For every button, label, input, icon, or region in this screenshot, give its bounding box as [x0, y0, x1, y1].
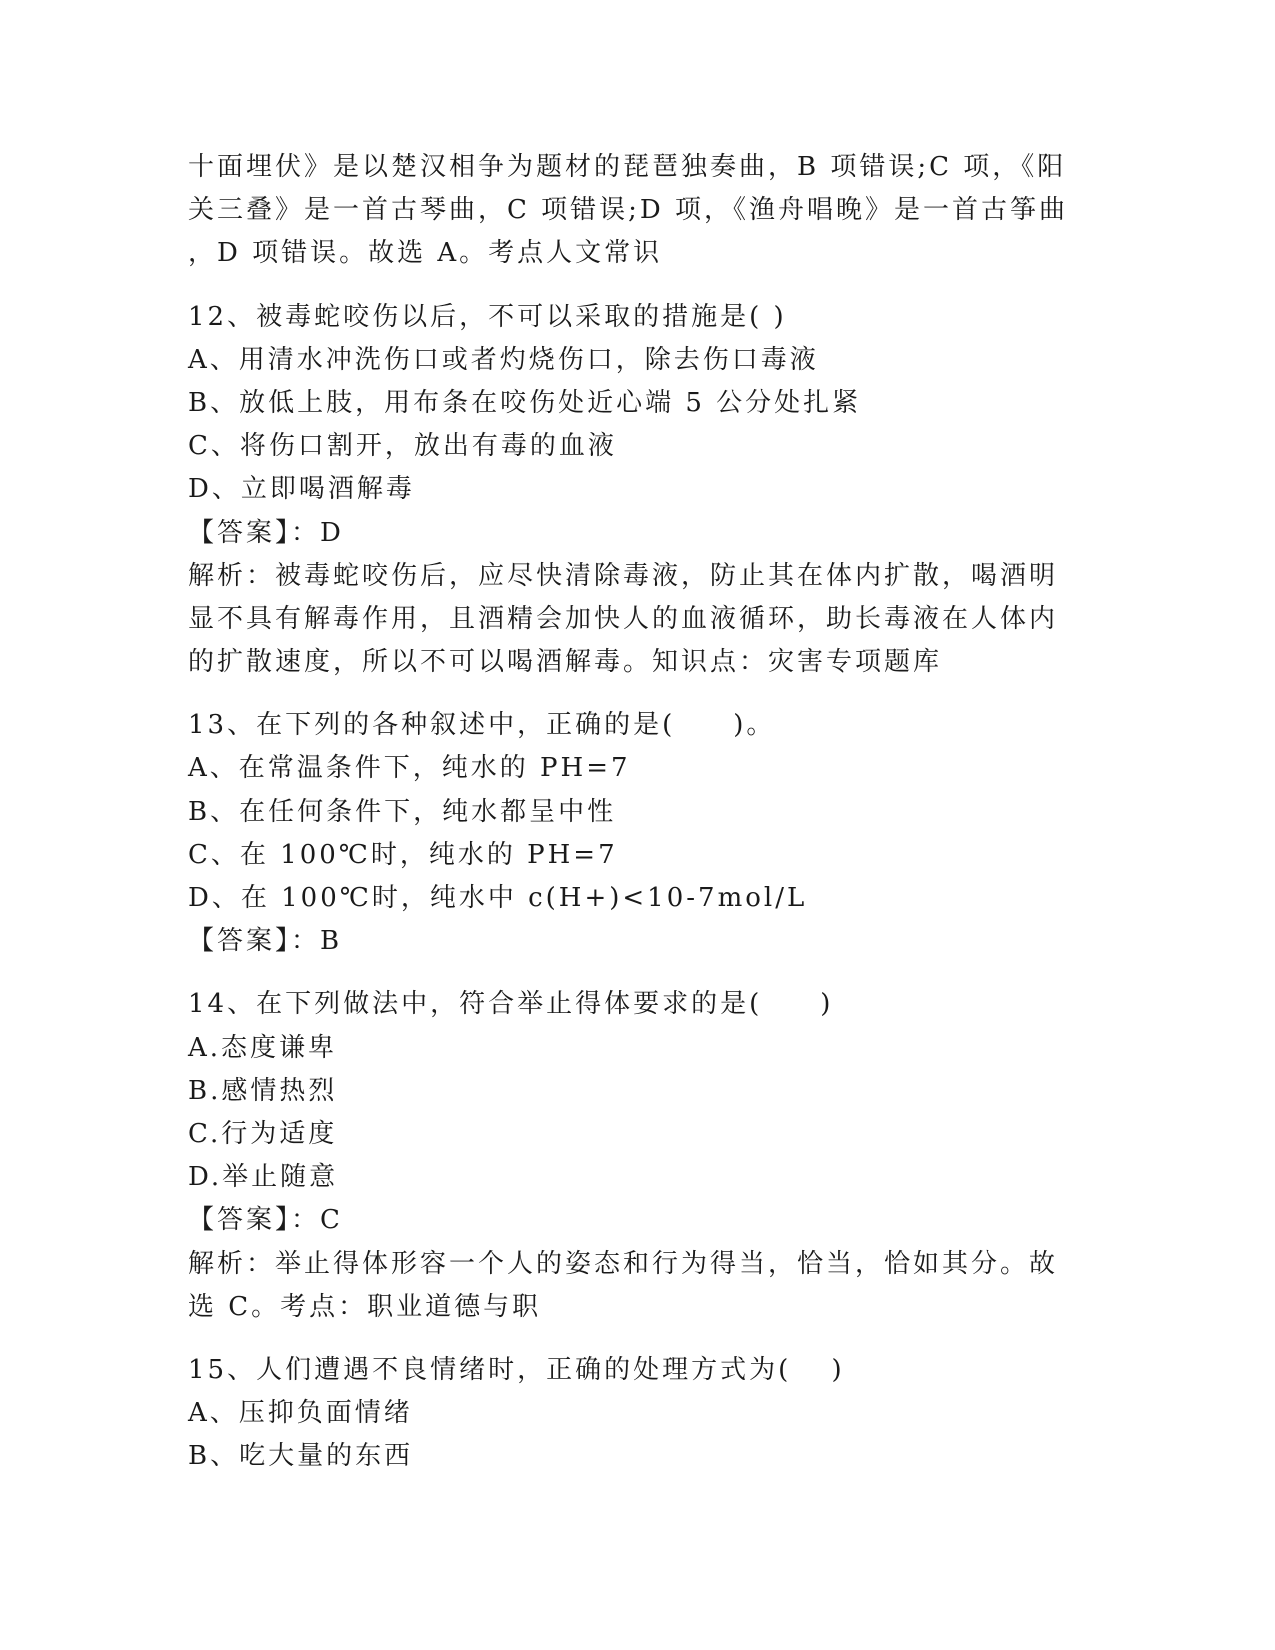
text-line: 关三叠》是一首古琴曲，C 项错误;D 项，《渔舟唱晚》是一首古筝曲	[188, 195, 1069, 226]
question-stem: 15、人们遭遇不良情绪时，正确的处理方式为( )	[188, 1354, 845, 1385]
question-14	[188, 983, 1068, 1329]
text-line: 十面埋伏》是以楚汉相争为题材的琵琶独奏曲，B 项错误;C 项，《阳	[188, 152, 1067, 182]
option-a: A、压抑负面情绪	[188, 1398, 413, 1429]
analysis-line: 显不具有解毒作用，且酒精会加快人的血液循环，助长毒液在人体内	[188, 603, 1059, 634]
intro-analysis	[188, 146, 1068, 276]
document-page	[188, 146, 1068, 1478]
question-stem: 14、在下列做法中，符合举止得体要求的是( )	[188, 989, 834, 1020]
analysis-line: 选 C。考点：职业道德与职	[188, 1291, 542, 1322]
text-line: ，D 项错误。故选 A。考点人文常识	[188, 238, 663, 269]
option-a: A、用清水冲洗伤口或者灼烧伤口，除去伤口毒液	[188, 344, 819, 375]
option-b: B、在任何条件下，纯水都呈中性	[188, 796, 617, 827]
option-d: D、立即喝酒解毒	[188, 474, 415, 505]
analysis-line: 解析：举止得体形容一个人的姿态和行为得当，恰当，恰如其分。故	[188, 1248, 1059, 1279]
option-a: A、在常温条件下，纯水的 PH=7	[188, 753, 631, 784]
option-b: B、吃大量的东西	[188, 1441, 414, 1472]
question-12	[188, 296, 1068, 685]
option-a: A.态度谦卑	[188, 1032, 338, 1063]
question-stem: 12、被毒蛇咬伤以后，不可以采取的措施是( )	[188, 301, 787, 332]
option-d: D、在 100℃时，纯水中 c(H+)<10-7mol/L	[188, 883, 808, 913]
option-c: C、在 100℃时，纯水的 PH=7	[188, 839, 618, 870]
question-13	[188, 704, 1068, 963]
question-stem: 13、在下列的各种叙述中，正确的是( )。	[188, 710, 776, 741]
analysis-line: 的扩散速度，所以不可以喝酒解毒。知识点：灾害专项题库	[188, 647, 943, 678]
answer: 【答案】：D	[188, 517, 344, 548]
answer: 【答案】：B	[188, 926, 343, 957]
option-b: B.感情热烈	[188, 1075, 338, 1106]
option-c: C、将伤口割开，放出有毒的血液	[188, 431, 617, 462]
option-d: D.举止随意	[188, 1162, 339, 1193]
analysis-line: 解析：被毒蛇咬伤后，应尽快清除毒液，防止其在体内扩散，喝酒明	[188, 560, 1059, 591]
question-15	[188, 1349, 1068, 1479]
option-c: C.行为适度	[188, 1118, 338, 1149]
option-b: B、放低上肢，用布条在咬伤处近心端 5 公分处扎紧	[188, 387, 862, 418]
answer: 【答案】：C	[188, 1205, 343, 1236]
